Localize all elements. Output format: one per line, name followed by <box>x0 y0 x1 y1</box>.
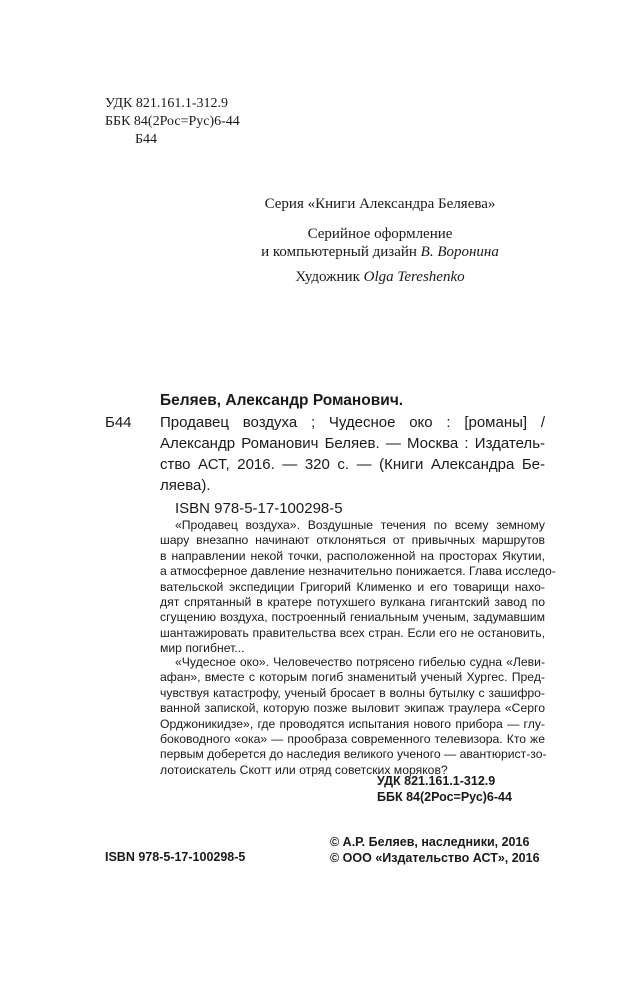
series-line: Серия «Книги Александра Беляева» <box>264 196 496 212</box>
footer-bbk: ББК 84(2Рос=Рус)6-44 <box>377 790 512 804</box>
footer-codes <box>377 773 512 805</box>
description-line: Продавец воздуха ; Чудесное око : [романы] / <box>160 414 545 431</box>
record-cipher: Б44 <box>105 414 132 431</box>
annotation-line: шантажировать правительства всех стран. Если его не остановить, <box>160 625 545 640</box>
author-cipher: Б44 <box>135 132 158 147</box>
annotation-line: «Продавец воздуха». Воздушные течения по всему земному <box>175 518 545 532</box>
copyright-author: © А.Р. Беляев, наследники, 2016 <box>330 835 530 849</box>
annotation-line: боководного «ока» — прообраза современного телевизора. Кто же <box>160 732 545 747</box>
annotation-line: мир погибнет... <box>160 641 245 656</box>
design-line-2-text: и компьютерный дизайн <box>261 244 421 260</box>
design-line-1: Серийное оформление <box>307 226 453 242</box>
footer-isbn: ISBN 978-5-17-100298-5 <box>105 850 246 864</box>
udk-code: УДК 821.161.1-312.9 <box>105 96 229 111</box>
annotation-line: ванной запиской, которую позже выловит экипаж траулера «Серго <box>160 701 545 716</box>
annotation-line: «Чудесное око». Человечество потрясено гибелью судна «Леви- <box>175 655 545 669</box>
annotation-line: шару внезапно начинают отклоняться от привычных маршрутов <box>160 533 545 548</box>
artist-label: Художник <box>295 269 364 285</box>
annotation-line: вательской экспедиции Григорий Клименко и его товарищи нахо- <box>160 579 545 594</box>
annotation-line: Орджоникидзе», где проводятся испытания нового прибора — глу- <box>160 716 545 731</box>
footer-udk: УДК 821.161.1-312.9 <box>377 774 496 788</box>
annotation-line: лотоискатель Скотт или отряд советских моряков? <box>160 762 448 777</box>
record-isbn: ISBN 978-5-17-100298-5 <box>175 500 343 517</box>
artist-name: Olga Tereshenko <box>363 269 465 285</box>
annotation-line: афан», вместе с которым погиб знаменитый ученый Хургес. Пред- <box>160 670 545 685</box>
annotation-line: дят спрятанный в кратере потухшего вулкана гигантский завод по <box>160 595 545 610</box>
artist-credit <box>190 268 570 286</box>
design-line-2 <box>190 243 570 261</box>
description-line: ство АСТ, 2016. — 320 с. — (Книги Александра Бе- <box>160 456 545 473</box>
annotation-line: а атмосферное давление незначительно понижается. Глава исследо- <box>160 564 556 579</box>
annotation-2 <box>160 655 545 778</box>
record-description <box>160 412 545 496</box>
bbk-code: ББК 84(2Рос=Рус)6-44 <box>105 114 240 129</box>
description-line: ляева). <box>160 477 211 494</box>
designer-name: В. Воронина <box>420 244 499 260</box>
record-author: Беляев, Александр Романович. <box>160 392 404 409</box>
copyright-block <box>330 834 540 866</box>
annotation-1 <box>160 518 556 657</box>
annotation-line: в направлении некой точки, расположенной на просторах Якутии, <box>160 548 545 563</box>
copyright-publisher: © ООО «Издательство АСТ», 2016 <box>330 851 540 865</box>
design-credit <box>190 225 570 261</box>
classification-codes <box>105 95 240 149</box>
annotation-line: чувствуя катастрофу, ученый бросает в волны бутылку с зашифро- <box>160 685 545 700</box>
annotation-line: первым доберется до наследия великого ученого — авантюрист-зо- <box>160 747 547 762</box>
annotation-line: сгущению воздуха, построенный гениальным ученым, задумавшим <box>160 610 545 625</box>
description-line: Александр Романович Беляев. — Москва : Издатель- <box>160 435 545 452</box>
